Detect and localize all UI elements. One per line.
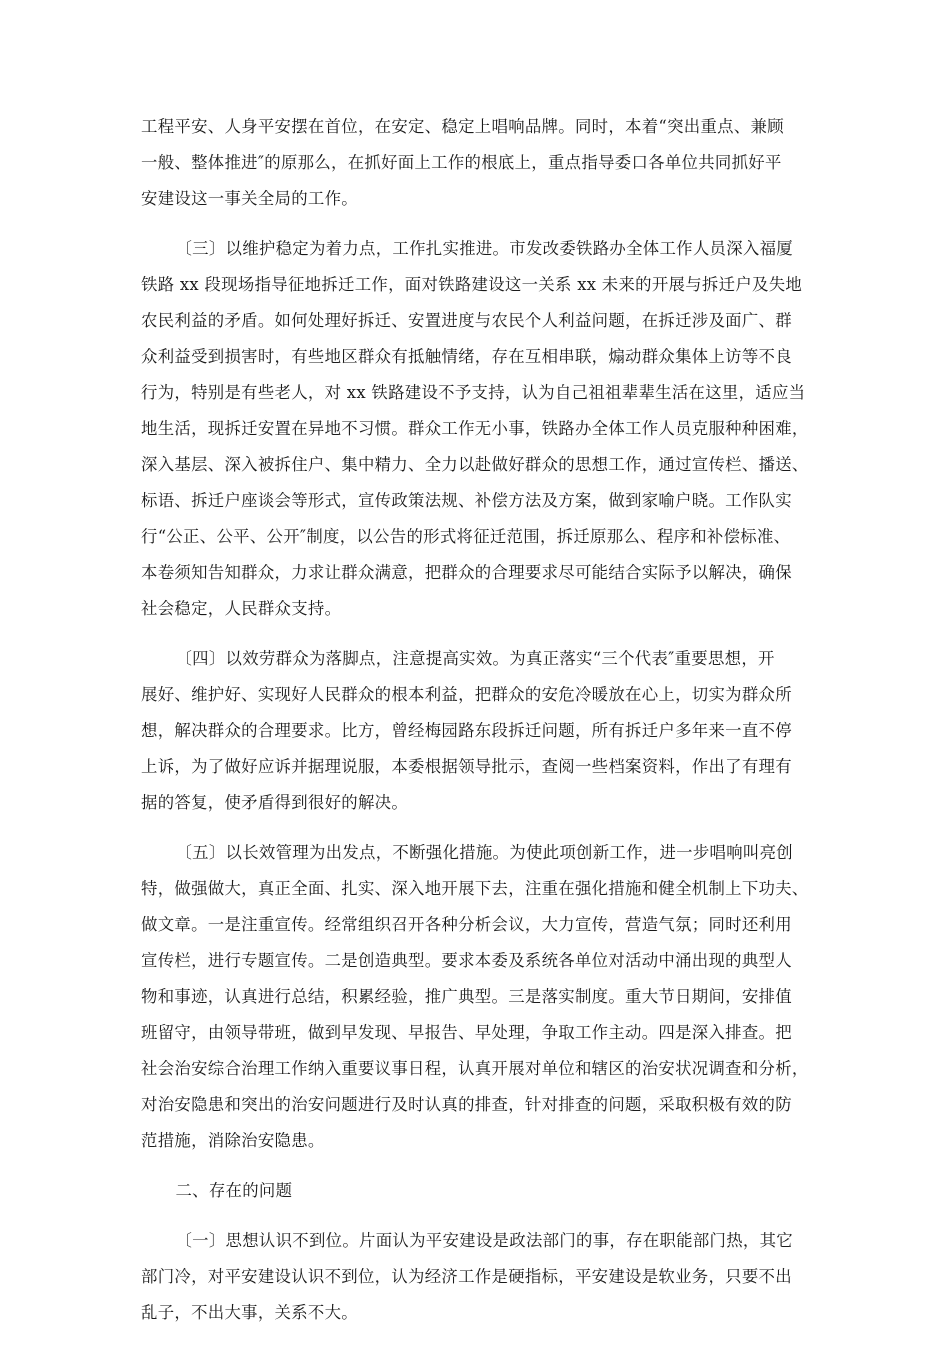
text-line: 据的答复，使矛盾得到很好的解决。 [141,793,409,812]
text-line: 行为，特别是有些老人，对 xx 铁路建设不予支持，认为自己祖祖辈辈生活在这里，适应当 [141,383,806,402]
text-line: 本卷须知告知群众，力求让群众满意，把群众的合理要求尽可能结合实际予以解决，确保 [141,563,792,582]
paragraph-section-4 [141,641,813,821]
text-line: 想，解决群众的合理要求。比方，曾经梅园路东段拆迁问题，所有拆迁户多年来一直不停 [141,721,792,740]
text-line: 众利益受到损害时，有些地区群众有抵触情绪，存在互相串联，煽动群众集体上访等不良 [141,347,792,366]
text-line: 上诉，为了做好应诉并据理说服，本委根据领导批示，查阅一些档案资料，作出了有理有 [141,757,792,776]
paragraph-continuation [141,109,813,217]
text-line: 行“公正、公平、公开″制度，以公告的形式将征迁范围，拆迁原那么、程序和补偿标准、 [141,527,791,546]
text-line: 宣传栏，进行专题宣传。二是创造典型。要求本委及系统各单位对活动中涌出现的典型人 [141,951,792,970]
text-line: 地生活，现拆迁安置在异地不习惯。群众工作无小事，铁路办全体工作人员克服种种困难， [141,419,809,438]
heading-text: 二、存在的问题 [175,1181,293,1200]
text-line: 〔一〕思想认识不到位。片面认为平安建设是政法部门的事，存在职能部门热，其它 [175,1231,793,1250]
text-line: 对治安隐患和突出的治安问题进行及时认真的排查，针对排查的问题，采取积极有效的防 [141,1095,792,1114]
text-line: 〔四〕以效劳群众为落脚点，注意提高实效。为真正落实“三个代表″重要思想，开 [175,649,775,668]
text-line: 做文章。一是注重宣传。经常组织召开各种分析会议，大力宣传，营造气氛；同时还利用 [141,915,792,934]
text-line: 〔五〕以长效管理为出发点，不断强化措施。为使此项创新工作，进一步唱响叫亮创 [175,843,793,862]
paragraph-section-5 [141,835,813,1159]
text-line: 范措施，消除治安隐患。 [141,1131,325,1150]
text-line: 标语、拆迁户座谈会等形式，宣传政策法规、补偿方法及方案，做到家喻户晓。工作队实 [141,491,792,510]
paragraph-section-3 [141,231,813,627]
text-line: 展好、维护好、实现好人民群众的根本利益，把群众的安危冷暖放在心上，切实为群众所 [141,685,792,704]
text-line: 社会稳定，人民群众支持。 [141,599,342,618]
text-line: 乱子，不出大事，关系不大。 [141,1303,358,1322]
text-line: 部门冷，对平安建设认识不到位，认为经济工作是硬指标，平安建设是软业务，只要不出 [141,1267,792,1286]
document-body [141,109,813,1345]
text-line: 特，做强做大，真正全面、扎实、深入地开展下去，注重在强化措施和健全机制上下功夫、 [141,879,809,898]
text-line: 农民利益的矛盾。如何处理好拆迁、安置进度与农民个人利益问题，在拆迁涉及面广、群 [141,311,792,330]
text-line: 工程平安、人身平安摆在首位，在安定、稳定上唱响品牌。同时，本着“突出重点、兼顾 [141,117,784,136]
text-line: 安建设这一事关全局的工作。 [141,189,358,208]
text-line: 社会治安综合治理工作纳入重要议事日程，认真开展对单位和辖区的治安状况调查和分析， [141,1059,809,1078]
text-line: 班留守，由领导带班，做到早发现、早报告、早处理，争取工作主动。四是深入排查。把 [141,1023,792,1042]
text-line: 深入基层、深入被拆住户、集中精力、全力以赴做好群众的思想工作，通过宣传栏、播送、 [141,455,809,474]
section-heading [141,1173,813,1209]
paragraph-problem-1 [141,1223,813,1331]
text-line: 〔三〕以维护稳定为着力点，工作扎实推进。市发改委铁路办全体工作人员深入福厦 [175,239,793,258]
text-line: 铁路 xx 段现场指导征地拆迁工作，面对铁路建设这一关系 xx 未来的开展与拆迁户及失地 [141,275,803,294]
text-line: 物和事迹，认真进行总结，积累经验，推广典型。三是落实制度。重大节日期间，安排值 [141,987,792,1006]
text-line: 一般、整体推进″的原那么，在抓好面上工作的根底上，重点指导委口各单位共同抓好平 [141,153,782,172]
